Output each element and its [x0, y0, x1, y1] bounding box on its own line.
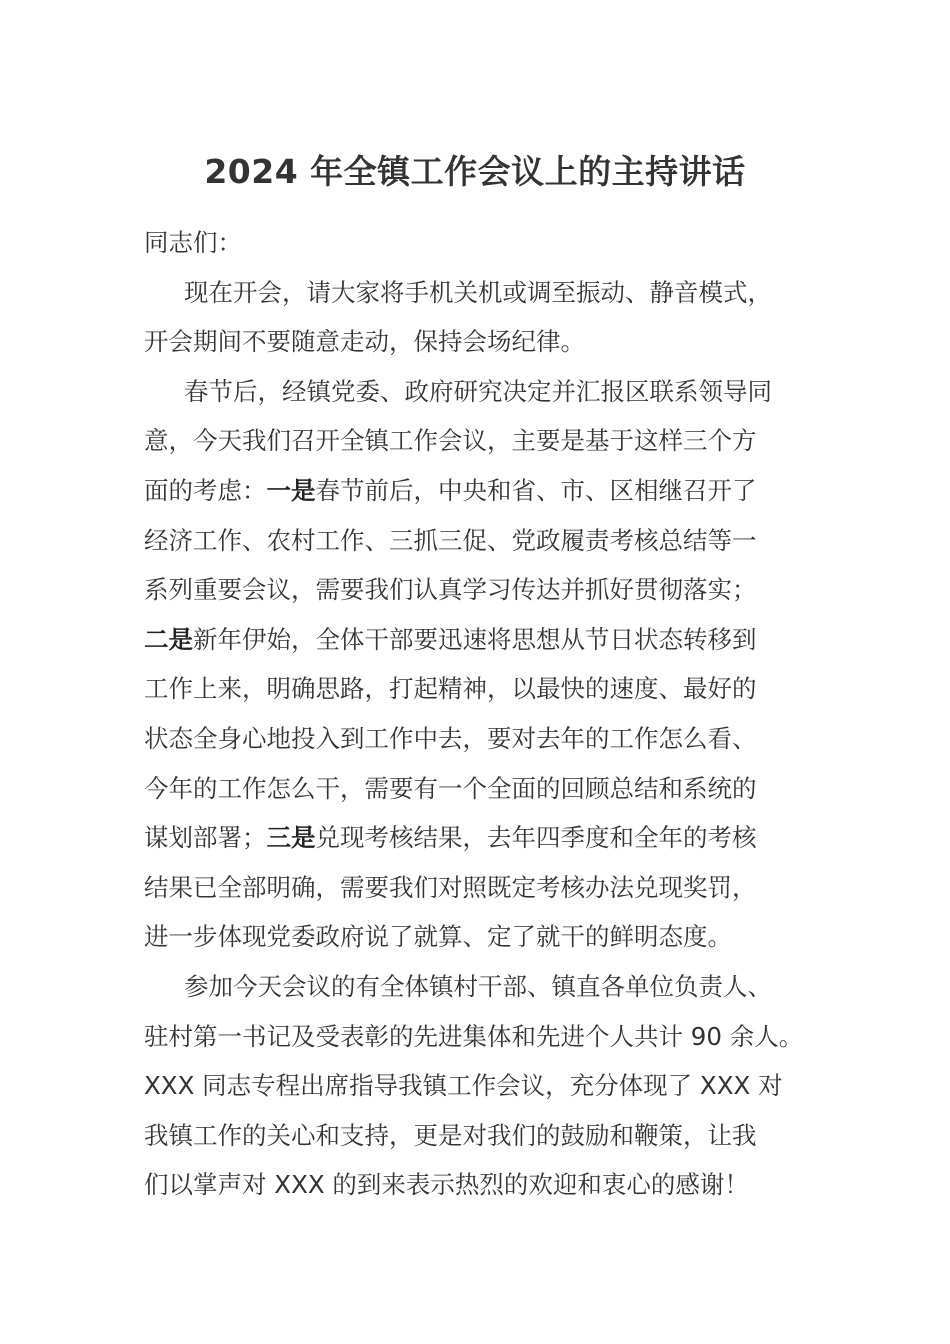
point-three-label: 三是	[266, 823, 316, 853]
line-text: 面的考虑：	[144, 475, 267, 505]
salutation: 同志们：	[144, 228, 242, 257]
paragraph-line: 现在开会，请大家将手机关机或调至振动、静音模式，	[184, 277, 772, 307]
paragraph-line: 参加今天会议的有全体镇村干部、镇直各单位负责人、	[184, 971, 772, 1001]
paragraph-line: 结果已全部明确，需要我们对照既定考核办法兑现奖罚，	[144, 872, 757, 902]
line-text: 春节前后，中央和省、市、区相继召开了	[315, 475, 757, 505]
paragraph-line	[144, 813, 814, 863]
paragraph-line: 系列重要会议，需要我们认真学习传达并抓好贯彻落实；	[144, 575, 757, 605]
paragraph-line: 工作上来，明确思路，打起精神，以最快的速度、最好的	[144, 674, 757, 704]
paragraph-line: 我镇工作的关心和支持，更是对我们的鼓励和鞭策，让我	[144, 1120, 757, 1150]
point-one-label: 一是	[266, 475, 316, 505]
paragraph-line	[144, 466, 814, 516]
line-text: 兑现考核结果，去年四季度和全年的考核	[315, 823, 757, 853]
paragraph-2	[144, 367, 814, 962]
point-two-label: 二是	[144, 624, 193, 654]
paragraph-line: 们以掌声对 XXX 的到来表示热烈的欢迎和衷心的感谢！	[144, 1170, 749, 1200]
line-text: 新年伊始，全体干部要迅速将思想从节日状态转移到	[193, 624, 757, 654]
document-body	[144, 218, 814, 1210]
paragraph-line: 经济工作、农村工作、三抓三促、党政履责考核总结等一	[144, 525, 757, 555]
paragraph-line: XXX 同志专程出席指导我镇工作会议，充分体现了 XXX 对	[144, 1071, 783, 1101]
paragraph-3	[144, 962, 814, 1210]
document-title: 2024 年全镇工作会议上的主持讲话	[204, 152, 746, 191]
paragraph-line: 春节后，经镇党委、政府研究决定并汇报区联系领导同	[184, 376, 772, 406]
paragraph-line: 状态全身心地投入到工作中去，要对去年的工作怎么看、	[144, 723, 757, 753]
paragraph-1	[144, 268, 814, 367]
paragraph-line: 驻村第一书记及受表彰的先进集体和先进个人共计 90 余人。	[144, 1021, 804, 1051]
line-text: 谋划部署；	[144, 823, 267, 853]
paragraph-line: 今年的工作怎么干，需要有一个全面的回顾总结和系统的	[144, 773, 757, 803]
paragraph-line: 意，今天我们召开全镇工作会议，主要是基于这样三个方	[144, 426, 757, 456]
paragraph-line: 开会期间不要随意走动，保持会场纪律。	[144, 327, 585, 357]
paragraph-line: 进一步体现党委政府说了就算、定了就干的鲜明态度。	[144, 922, 732, 952]
paragraph-line	[144, 615, 814, 665]
